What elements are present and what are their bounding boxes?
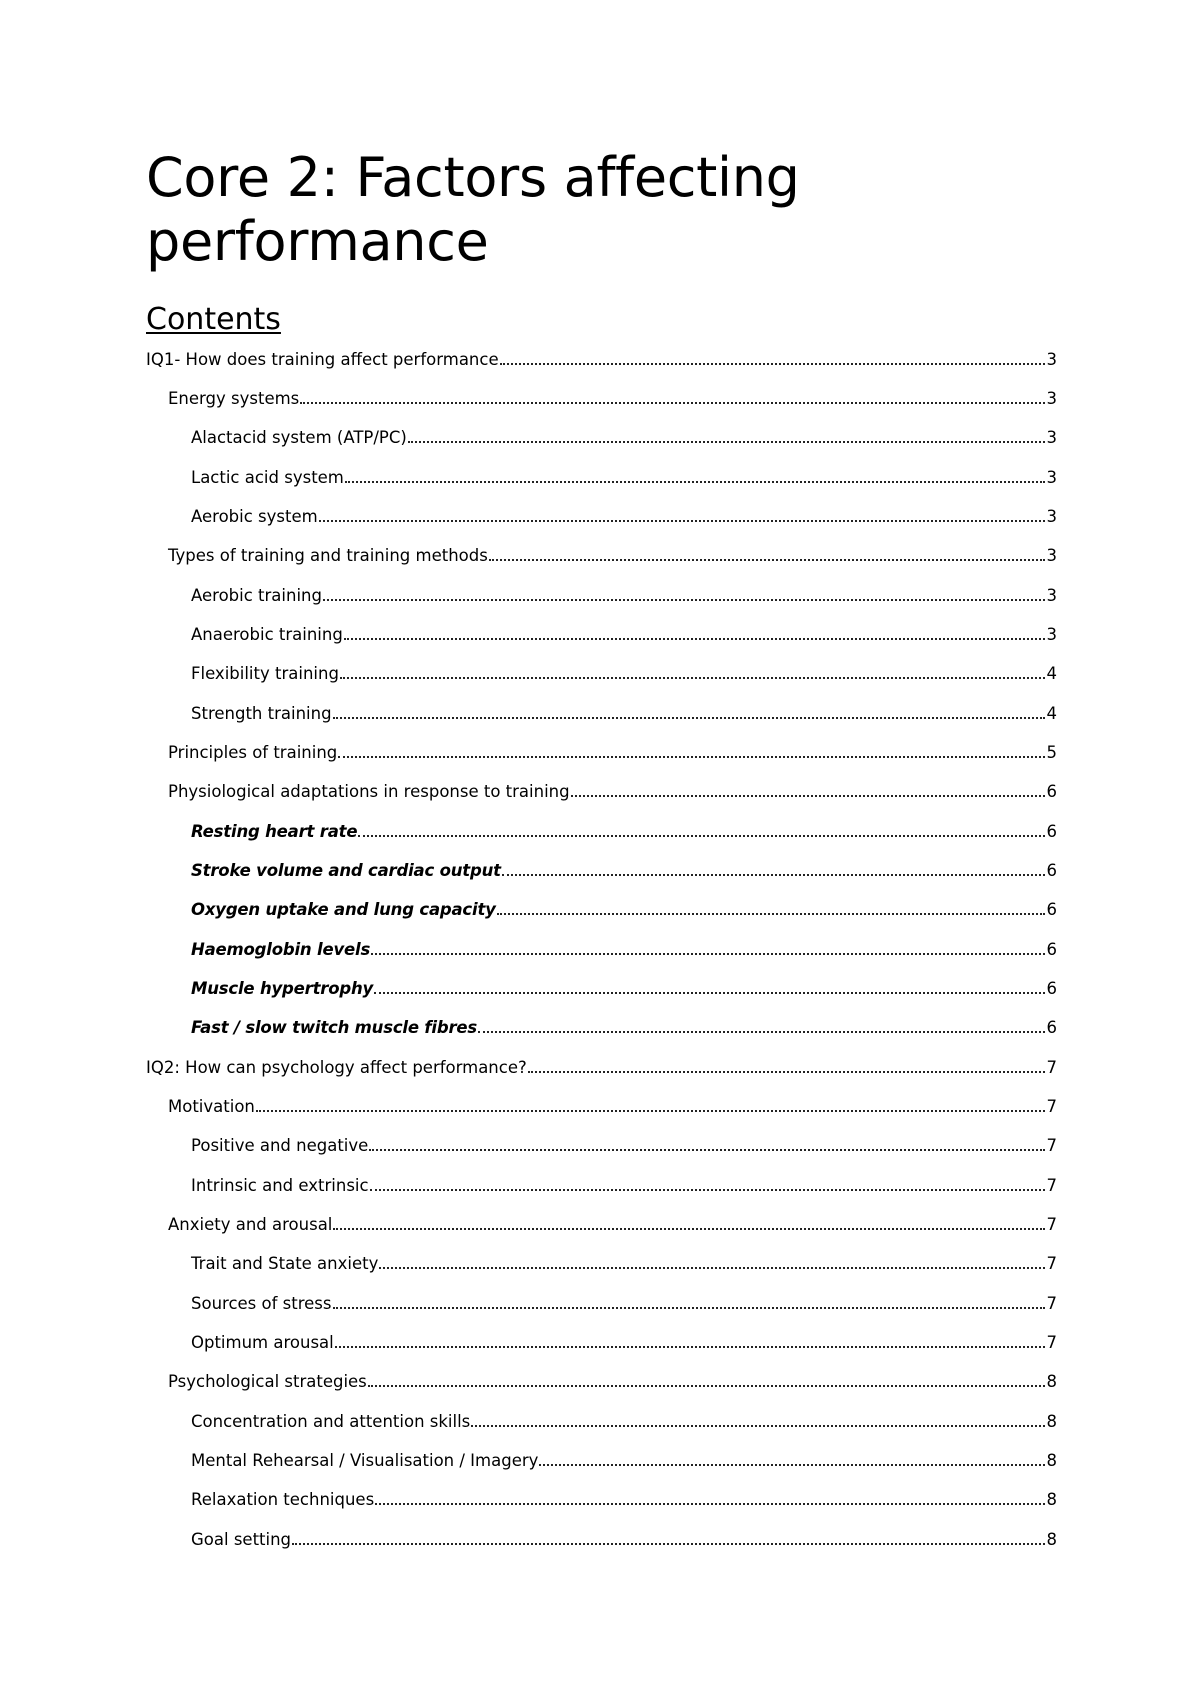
toc-entry-label: Resting heart rate — [191, 821, 358, 841]
toc-entry-page-number: 7 — [1046, 1254, 1057, 1274]
toc-dot-leader — [500, 348, 1045, 365]
toc-dot-leader — [571, 781, 1045, 798]
toc-entry-page-number: 7 — [1046, 1215, 1057, 1235]
toc-entry-label: Aerobic training — [191, 585, 322, 605]
toc-entry-label: Anaerobic training — [191, 624, 343, 644]
toc-entry-page-number: 7 — [1046, 1097, 1057, 1117]
toc-dot-leader — [319, 505, 1045, 522]
toc-entry[interactable] — [0, 1126, 1200, 1165]
toc-entry-page-number: 7 — [1046, 1333, 1057, 1353]
toc-entry-page-number: 3 — [1046, 624, 1057, 644]
toc-entry-label: Concentration and attention skills — [191, 1411, 471, 1431]
toc-dot-leader — [375, 1489, 1044, 1506]
toc-dot-leader — [292, 1528, 1044, 1545]
toc-entry-label: Muscle hypertrophy — [191, 979, 374, 998]
toc-entry-page-number: 4 — [1046, 703, 1057, 723]
toc-entry-label: Goal setting — [191, 1529, 292, 1549]
toc-entry[interactable] — [0, 930, 1200, 969]
toc-entry-label: Alactacid system (ATP/PC) — [191, 428, 407, 448]
toc-dot-leader — [528, 1056, 1045, 1073]
toc-entry-label: Motivation — [168, 1097, 255, 1117]
toc-entry[interactable] — [0, 615, 1200, 654]
toc-entry[interactable] — [0, 1244, 1200, 1283]
toc-entry-label: Principles of training — [168, 742, 338, 762]
toc-entry-page-number: 4 — [1046, 664, 1057, 684]
toc-dot-leader — [408, 427, 1045, 444]
toc-entry-page-number: 6 — [1046, 939, 1057, 959]
toc-entry[interactable] — [0, 890, 1200, 929]
toc-entry-page-number: 6 — [1046, 821, 1057, 841]
toc-entry[interactable] — [0, 1323, 1200, 1362]
toc-dot-leader — [370, 1174, 1045, 1191]
toc-dot-leader — [256, 1096, 1045, 1113]
toc-entry-page-number: 6 — [1046, 979, 1057, 998]
toc-entry-page-number: 7 — [1046, 1057, 1057, 1077]
toc-entry-page-number: 3 — [1046, 428, 1057, 448]
toc-dot-leader — [333, 702, 1045, 719]
toc-entry-page-number: 3 — [1046, 585, 1057, 605]
toc-entry-label: Lactic acid system — [191, 467, 344, 487]
toc-entry-label: Relaxation techniques — [191, 1490, 375, 1510]
toc-entry[interactable] — [0, 1205, 1200, 1244]
toc-entry-label: Intrinsic and extrinsic — [191, 1175, 369, 1195]
toc-entry-page-number: 6 — [1046, 860, 1057, 880]
toc-entry-label: IQ2: How can psychology affect performance? — [146, 1057, 527, 1077]
toc-entry-label: Mental Rehearsal / Visualisation / Imagery — [191, 1451, 539, 1471]
toc-entry-page-number: 7 — [1046, 1293, 1057, 1313]
toc-entry[interactable] — [0, 1520, 1200, 1559]
toc-entry[interactable] — [0, 1166, 1200, 1205]
toc-entry-page-number: 5 — [1046, 742, 1057, 762]
toc-entry-page-number: 3 — [1046, 506, 1057, 526]
toc-dot-leader — [369, 1135, 1044, 1152]
table-of-contents — [0, 340, 1200, 1560]
toc-entry[interactable] — [0, 1284, 1200, 1323]
toc-dot-leader — [333, 1292, 1045, 1309]
toc-entry-page-number: 3 — [1046, 388, 1057, 408]
toc-entry-label: Sources of stress — [191, 1293, 332, 1313]
toc-entry[interactable] — [0, 1008, 1200, 1047]
toc-entry-label: Fast / slow twitch muscle fibres — [191, 1018, 478, 1038]
toc-entry[interactable] — [0, 851, 1200, 890]
toc-entry-label: Optimum arousal — [191, 1333, 334, 1353]
toc-entry[interactable] — [0, 536, 1200, 575]
toc-entry[interactable] — [0, 418, 1200, 457]
toc-entry[interactable] — [0, 1087, 1200, 1126]
toc-entry[interactable] — [0, 497, 1200, 536]
toc-dot-leader — [345, 466, 1045, 483]
toc-entry[interactable] — [0, 969, 1200, 1008]
toc-entry-page-number: 8 — [1046, 1451, 1057, 1471]
toc-dot-leader — [323, 584, 1045, 601]
toc-entry-page-number: 6 — [1046, 1018, 1057, 1038]
toc-entry-page-number: 3 — [1046, 467, 1057, 487]
toc-entry[interactable] — [0, 694, 1200, 733]
toc-entry-label: Strength training — [191, 703, 332, 723]
toc-entry-label: Energy systems — [168, 388, 300, 408]
toc-entry[interactable] — [0, 733, 1200, 772]
toc-entry-label: Types of training and training methods — [168, 546, 488, 566]
toc-entry[interactable] — [0, 1048, 1200, 1087]
toc-entry-page-number: 8 — [1046, 1372, 1057, 1392]
toc-entry[interactable] — [0, 772, 1200, 811]
toc-dot-leader — [358, 820, 1044, 837]
toc-dot-leader — [371, 938, 1044, 955]
toc-dot-leader — [471, 1410, 1044, 1427]
toc-dot-leader — [333, 1214, 1044, 1231]
toc-entry-label: Anxiety and arousal — [168, 1215, 333, 1235]
toc-entry[interactable] — [0, 654, 1200, 693]
toc-entry-label: Aerobic system — [191, 506, 318, 526]
toc-entry[interactable] — [0, 1441, 1200, 1480]
toc-dot-leader — [335, 1332, 1045, 1349]
toc-dot-leader — [340, 663, 1045, 680]
toc-entry-label: Positive and negative — [191, 1136, 369, 1156]
toc-entry[interactable] — [0, 1402, 1200, 1441]
toc-entry-page-number: 6 — [1046, 900, 1057, 920]
toc-dot-leader — [344, 623, 1045, 640]
contents-heading: Contents — [146, 302, 281, 337]
toc-entry[interactable] — [0, 458, 1200, 497]
toc-entry-page-number: 8 — [1046, 1490, 1057, 1510]
toc-entry-label: Flexibility training — [191, 664, 339, 684]
toc-entry[interactable] — [0, 576, 1200, 615]
toc-entry-label: Trait and State anxiety — [191, 1254, 379, 1274]
toc-dot-leader — [539, 1450, 1044, 1467]
toc-entry-label: Physiological adaptations in response to training — [168, 782, 570, 802]
toc-entry-label: IQ1- How does training affect performance — [146, 349, 499, 369]
toc-entry[interactable] — [0, 812, 1200, 851]
toc-dot-leader — [502, 859, 1045, 876]
toc-entry-label: Haemoglobin levels — [191, 939, 371, 959]
toc-entry-page-number: 7 — [1046, 1175, 1057, 1195]
toc-dot-leader — [338, 741, 1044, 758]
toc-dot-leader — [497, 899, 1045, 916]
toc-entry-label: Oxygen uptake and lung capacity — [191, 900, 496, 920]
toc-entry-label: Stroke volume and cardiac output — [191, 860, 501, 880]
toc-entry-page-number: 8 — [1046, 1529, 1057, 1549]
toc-entry-page-number: 3 — [1046, 546, 1057, 566]
toc-entry-page-number: 8 — [1046, 1411, 1057, 1431]
toc-entry[interactable] — [0, 1480, 1200, 1519]
document-title: Core 2: Factors affecting performance — [146, 146, 800, 273]
toc-dot-leader — [379, 1253, 1044, 1270]
toc-entry-label: Psychological strategies — [168, 1372, 367, 1392]
toc-entry[interactable] — [0, 340, 1200, 379]
toc-entry-page-number: 6 — [1046, 782, 1057, 802]
toc-entry[interactable] — [0, 1362, 1200, 1401]
toc-dot-leader — [489, 545, 1045, 562]
toc-entry-page-number: 7 — [1046, 1136, 1057, 1156]
toc-dot-leader — [374, 978, 1044, 995]
toc-dot-leader — [478, 1017, 1044, 1034]
toc-dot-leader — [368, 1371, 1045, 1388]
toc-entry[interactable] — [0, 379, 1200, 418]
toc-dot-leader — [300, 387, 1044, 404]
toc-entry-page-number: 3 — [1046, 349, 1057, 369]
